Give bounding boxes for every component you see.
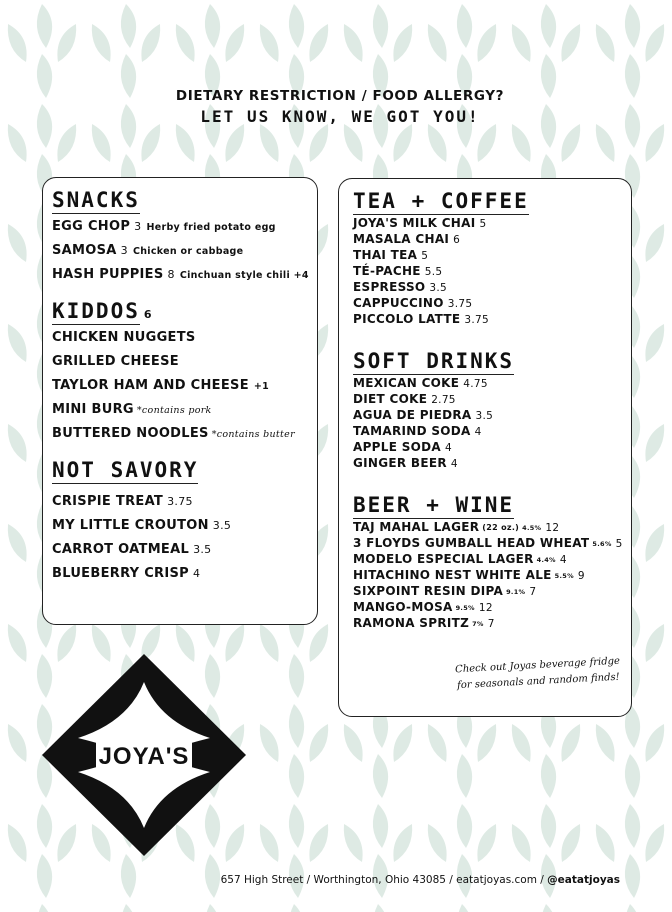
item-price: 5 bbox=[479, 218, 487, 230]
item-price: 3.5 bbox=[193, 543, 212, 556]
section-title-not-savory: NOT SAVORY bbox=[52, 458, 199, 482]
joyas-diamond-logo bbox=[40, 652, 248, 858]
item-note: *contains pork bbox=[136, 405, 212, 416]
item-desc: Cinchuan style chili +4 bbox=[179, 270, 309, 281]
item-name: CAPPUCCINO bbox=[353, 296, 444, 310]
menu-item bbox=[353, 439, 631, 455]
menu-item bbox=[353, 567, 631, 583]
item-price: 3 bbox=[134, 220, 142, 233]
item-name: MASALA CHAI bbox=[353, 232, 450, 246]
item-name: TÉ-PACHE bbox=[353, 264, 421, 278]
item-price: 3.5 bbox=[429, 282, 448, 294]
item-name: SIXPOINT RESIN DIPA bbox=[353, 584, 504, 598]
menu-item bbox=[353, 391, 631, 407]
item-desc: Chicken or cabbage bbox=[132, 246, 244, 257]
note-line-2: for seasonals and random finds! bbox=[456, 671, 620, 692]
menu-item bbox=[353, 407, 631, 423]
item-name: 3 FLOYDS GUMBALL HEAD WHEAT bbox=[353, 536, 590, 550]
item-name: GINGER BEER bbox=[353, 456, 447, 470]
allergy-question: DIETARY RESTRICTION / FOOD ALLERGY? bbox=[175, 88, 505, 104]
item-price: 4 bbox=[445, 442, 452, 454]
item-price: 12 bbox=[478, 602, 493, 614]
item-name: ESPRESSO bbox=[353, 280, 426, 294]
item-price: 12 bbox=[545, 522, 560, 534]
tea-coffee-section bbox=[353, 189, 631, 327]
item-abv: 5.5% bbox=[554, 572, 574, 580]
item-name: THAI TEA bbox=[353, 248, 418, 262]
menu-item bbox=[353, 519, 631, 535]
menu-item bbox=[353, 263, 631, 279]
menu-item bbox=[353, 423, 631, 439]
footer-contact bbox=[221, 874, 620, 886]
item-name: PICCOLO LATTE bbox=[353, 312, 461, 326]
item-name: MEXICAN COKE bbox=[353, 376, 460, 390]
menu-item bbox=[353, 231, 631, 247]
item-name: TAYLOR HAM AND CHEESE bbox=[52, 378, 249, 393]
footer-address: 657 High Street / Worthington, Ohio 43085 / eatatjoyas.com / bbox=[220, 874, 548, 886]
item-name: HITACHINO NEST WHITE ALE bbox=[353, 568, 552, 582]
section-title-tea-coffee: TEA + COFFEE bbox=[353, 189, 529, 213]
right-menu-panel bbox=[338, 178, 632, 717]
menu-item bbox=[52, 398, 317, 422]
item-name: DIET COKE bbox=[353, 392, 428, 406]
item-name: JOYA'S MILK CHAI bbox=[353, 216, 476, 230]
item-name: MINI BURG bbox=[52, 402, 134, 417]
section-title-snacks: SNACKS bbox=[52, 188, 140, 212]
item-name: CRISPIE TREAT bbox=[52, 494, 164, 509]
item-price: 5.5 bbox=[424, 266, 443, 278]
item-price: 3.5 bbox=[212, 519, 232, 532]
item-abv: 9.5% bbox=[455, 604, 475, 612]
item-price: 9 bbox=[577, 570, 585, 582]
item-abv: 9.1% bbox=[506, 588, 526, 596]
item-abv: 7% bbox=[472, 620, 484, 628]
item-name: HASH PUPPIES bbox=[52, 267, 164, 282]
item-name: CHICKEN NUGGETS bbox=[52, 330, 196, 345]
item-extra: +1 bbox=[253, 381, 270, 392]
menu-item bbox=[353, 311, 631, 327]
section-title-kiddos: KIDDOS bbox=[52, 299, 140, 323]
item-price: 4 bbox=[192, 567, 201, 580]
item-abv: 4.5% bbox=[522, 524, 542, 532]
menu-item bbox=[353, 535, 631, 551]
item-name: CARROT OATMEAL bbox=[52, 542, 190, 557]
item-price: 5 bbox=[421, 250, 429, 262]
menu-item bbox=[353, 295, 631, 311]
section-title-beer-wine: BEER + WINE bbox=[353, 493, 515, 517]
menu-item bbox=[52, 514, 317, 538]
item-abv: 4.4% bbox=[536, 556, 556, 564]
menu-item bbox=[52, 239, 317, 263]
menu-item bbox=[52, 490, 317, 514]
item-price: 6 bbox=[453, 234, 461, 246]
menu-item bbox=[353, 615, 631, 631]
beer-wine-section bbox=[353, 493, 631, 631]
item-price: 5 bbox=[615, 538, 623, 550]
item-price: 7 bbox=[487, 618, 495, 630]
menu-item bbox=[353, 551, 631, 567]
item-name: APPLE SODA bbox=[353, 440, 441, 454]
item-price: 3.75 bbox=[447, 298, 473, 310]
footer-social-handle: @eatatjoyas bbox=[547, 874, 620, 886]
logo-text: JOYA'S bbox=[98, 743, 190, 770]
allergy-header bbox=[0, 88, 672, 126]
item-name: AGUA DE PIEDRA bbox=[353, 408, 472, 422]
item-price: 3.5 bbox=[475, 410, 494, 422]
item-name: BUTTERED NOODLES bbox=[52, 426, 209, 441]
item-abv: 5.6% bbox=[592, 540, 612, 548]
note-line-1: Check out Joyas beverage fridge bbox=[454, 655, 621, 676]
item-price: 4 bbox=[474, 426, 482, 438]
snacks-section bbox=[52, 188, 317, 287]
menu-item bbox=[52, 562, 317, 586]
item-name: MODELO ESPECIAL LAGER bbox=[353, 552, 534, 566]
menu-item bbox=[353, 599, 631, 615]
item-name: BLUEBERRY CRISP bbox=[52, 566, 189, 581]
menu-item bbox=[353, 583, 631, 599]
item-price: 4.75 bbox=[463, 378, 488, 390]
item-note: *contains butter bbox=[211, 429, 295, 440]
allergy-tagline: LET US KNOW, WE GOT YOU! bbox=[200, 107, 480, 126]
not-savory-section bbox=[52, 458, 317, 586]
item-price: 8 bbox=[167, 268, 175, 281]
item-name: GRILLED CHEESE bbox=[52, 354, 179, 369]
item-name: MANGO-MOSA bbox=[353, 600, 453, 614]
kiddos-section bbox=[52, 299, 317, 446]
item-desc: Herby fried potato egg bbox=[146, 222, 276, 233]
item-name: EGG CHOP bbox=[52, 219, 131, 234]
item-price: 3 bbox=[120, 244, 128, 257]
item-price: 4 bbox=[450, 458, 458, 470]
item-name: TAMARIND SODA bbox=[353, 424, 471, 438]
item-price: 3.75 bbox=[167, 495, 193, 508]
item-price: 7 bbox=[529, 586, 537, 598]
menu-item bbox=[353, 247, 631, 263]
menu-item bbox=[353, 455, 631, 471]
soft-drinks-section bbox=[353, 349, 631, 471]
menu-item bbox=[353, 215, 631, 231]
item-price: 3.75 bbox=[464, 314, 490, 326]
menu-item bbox=[52, 350, 317, 374]
item-name: RAMONA SPRITZ bbox=[353, 616, 470, 630]
menu-item bbox=[52, 422, 317, 446]
menu-item bbox=[353, 375, 631, 391]
item-name: TAJ MAHAL LAGER bbox=[353, 520, 480, 534]
menu-item bbox=[52, 538, 317, 562]
menu-item bbox=[353, 279, 631, 295]
menu-item bbox=[52, 374, 317, 398]
item-price: 2.75 bbox=[431, 394, 456, 406]
item-name: MY LITTLE CROUTON bbox=[52, 518, 209, 533]
menu-item bbox=[52, 326, 317, 350]
section-title-soft-drinks: SOFT DRINKS bbox=[353, 349, 515, 373]
item-size: (22 oz.) bbox=[482, 523, 520, 532]
kiddos-price: 6 bbox=[143, 308, 152, 321]
left-menu-panel bbox=[42, 177, 318, 625]
item-price: 4 bbox=[559, 554, 567, 566]
menu-item bbox=[52, 263, 317, 287]
menu-item bbox=[52, 215, 317, 239]
item-name: SAMOSA bbox=[52, 243, 117, 258]
